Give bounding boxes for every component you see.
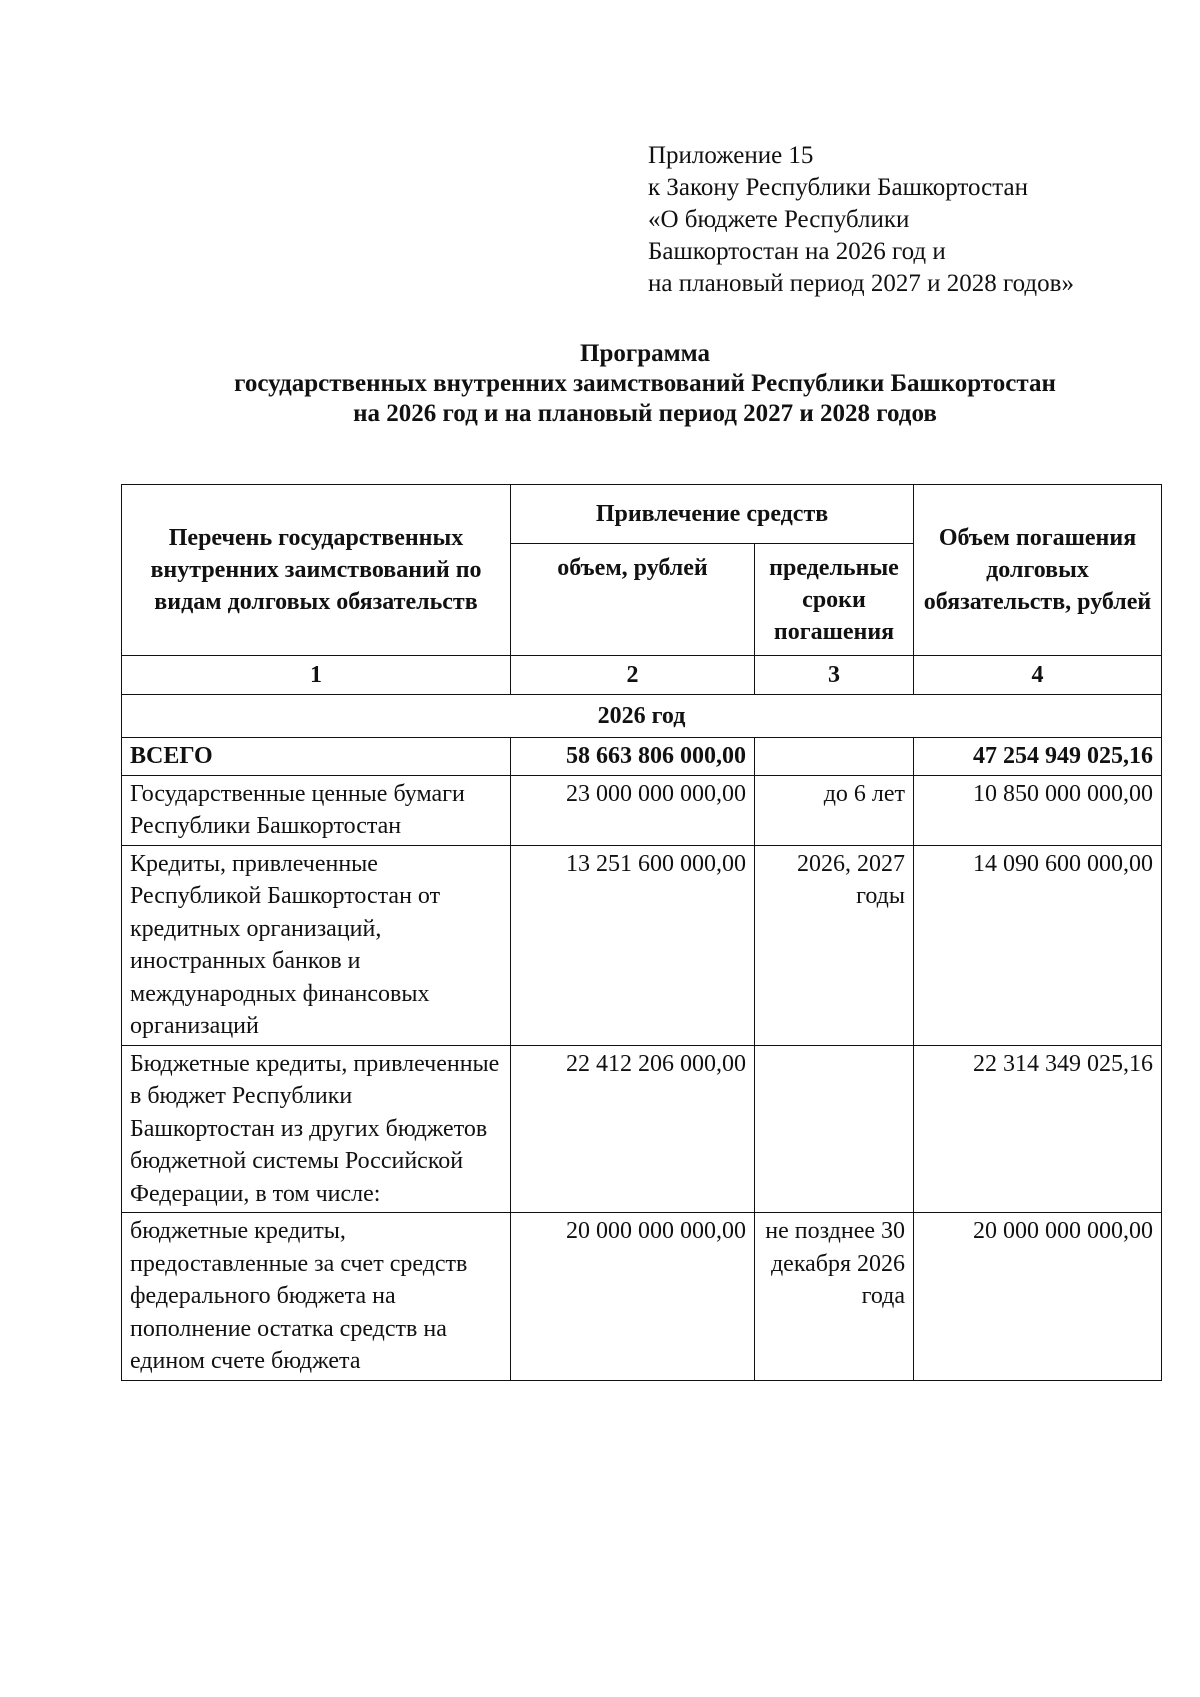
borrowing-table <box>121 484 1162 1381</box>
header-col3: предельные сроки погашения <box>755 544 914 656</box>
column-number: 4 <box>914 656 1162 695</box>
appendix-line: к Закону Республики Башкортостан <box>648 174 1028 201</box>
table-row <box>122 775 1162 845</box>
row-term: 2026, 2027 годы <box>755 845 914 1045</box>
row-name: Бюджетные кредиты, привлеченные в бюджет Республики Башкортостан из других бюджетов бюджетной системы Российской Федерации, в том числе: <box>122 1045 511 1213</box>
row-volume: 22 412 206 000,00 <box>511 1045 755 1213</box>
row-volume: 13 251 600 000,00 <box>511 845 755 1045</box>
column-number: 2 <box>511 656 755 695</box>
title-line-1: Программа <box>580 340 710 367</box>
table-row <box>122 1045 1162 1213</box>
row-term: не позднее 30 декабря 2026 года <box>755 1213 914 1381</box>
header-group: Привлечение средств <box>511 485 914 544</box>
row-name: ВСЕГО <box>122 738 511 776</box>
table-row <box>122 738 1162 776</box>
appendix-line: Башкортостан на 2026 год и <box>648 238 946 265</box>
appendix-line: на плановый период 2027 и 2028 годов» <box>648 270 1074 297</box>
table-row <box>122 1213 1162 1381</box>
row-repay: 14 090 600 000,00 <box>914 845 1162 1045</box>
row-repay: 47 254 949 025,16 <box>914 738 1162 776</box>
title-line-2: государственных внутренних заимствований Республики Башкортостан <box>234 370 1056 397</box>
row-term <box>755 1045 914 1213</box>
appendix-block <box>648 140 1074 300</box>
appendix-line: «О бюджете Республики <box>648 206 910 233</box>
header-col2: объем, рублей <box>511 544 755 656</box>
year-label: 2026 год <box>122 695 1162 738</box>
document-title <box>120 339 1170 429</box>
table-row <box>122 845 1162 1045</box>
row-repay: 10 850 000 000,00 <box>914 775 1162 845</box>
row-volume: 23 000 000 000,00 <box>511 775 755 845</box>
header-row <box>122 485 1162 544</box>
row-repay: 20 000 000 000,00 <box>914 1213 1162 1381</box>
row-repay: 22 314 349 025,16 <box>914 1045 1162 1213</box>
row-volume: 20 000 000 000,00 <box>511 1213 755 1381</box>
header-col1: Перечень государственных внутренних заимствований по видам долговых обязательств <box>122 485 511 656</box>
column-number: 1 <box>122 656 511 695</box>
column-number: 3 <box>755 656 914 695</box>
row-name: бюджетные кредиты, предоставленные за счет средств федерального бюджета на пополнение остатка средств на едином счете бюджета <box>122 1213 511 1381</box>
row-term <box>755 738 914 776</box>
row-volume: 58 663 806 000,00 <box>511 738 755 776</box>
year-row <box>122 695 1162 738</box>
row-term: до 6 лет <box>755 775 914 845</box>
header-col4: Объем погашения долговых обязательств, рублей <box>914 485 1162 656</box>
column-number-row <box>122 656 1162 695</box>
title-line-3: на 2026 год и на плановый период 2027 и 2028 годов <box>353 400 937 427</box>
appendix-line: Приложение 15 <box>648 142 814 169</box>
row-name: Кредиты, привлеченные Республикой Башкортостан от кредитных организаций, иностранных банков и международных финансовых организаций <box>122 845 511 1045</box>
row-name: Государственные ценные бумаги Республики Башкортостан <box>122 775 511 845</box>
